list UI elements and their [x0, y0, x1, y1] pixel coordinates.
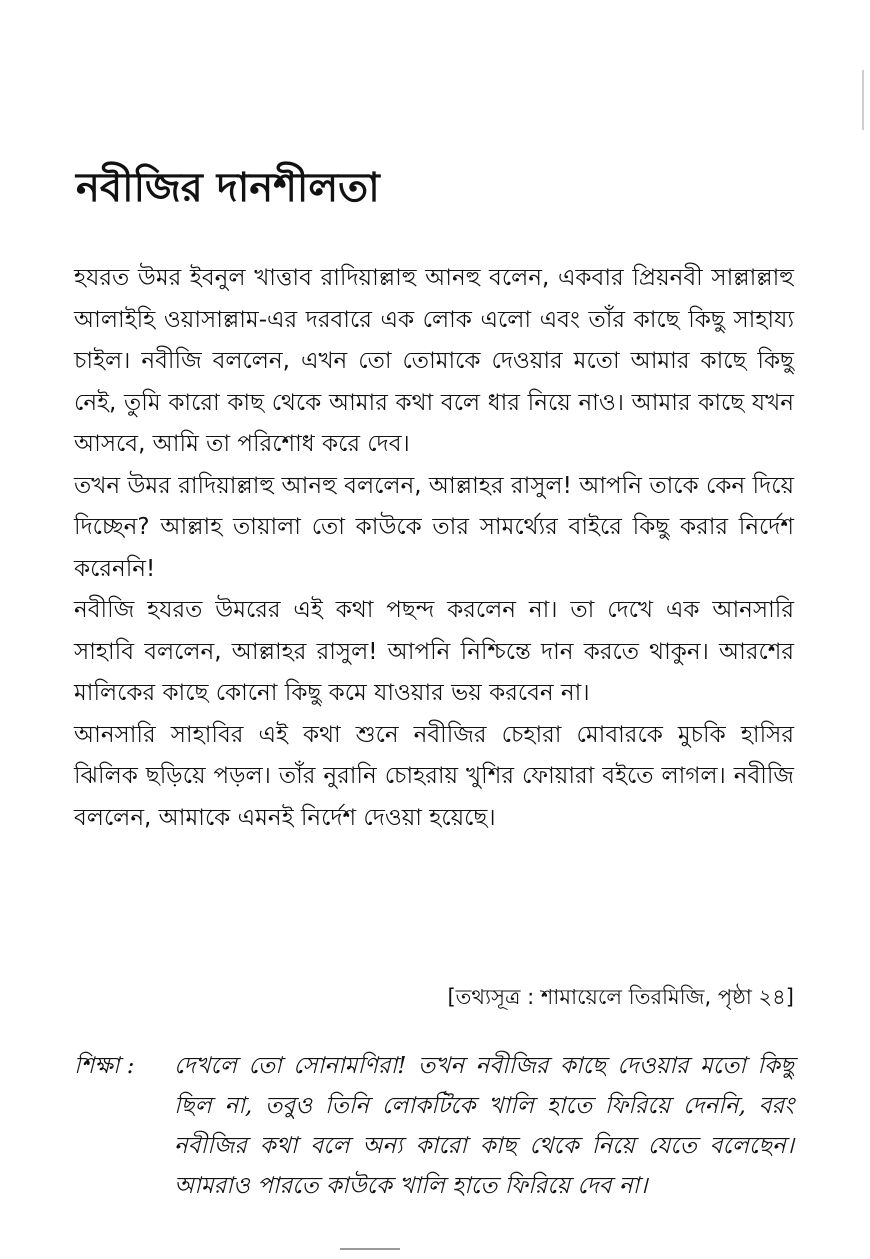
story-body [74, 258, 794, 839]
page-edge-shadow [862, 70, 864, 130]
lesson-text: দেখলে তো সোনামণিরা! তখন নবীজির কাছে দেওয়ার মতো কিছু ছিল না, তবুও তিনি লোকটিকে খালি হাতে ফিরিয়ে দেননি, বরং নবীজির কথা বলে অন্য কারো কাছ থেকে নিয়ে যেতে বলেছেন। আমরাও পারতে কাউকে খালি হাতে ফিরিয়ে দেব না। [174, 1053, 794, 1199]
lesson-block [74, 1046, 794, 1206]
story-paragraph-3: নবীজি হযরত উমরের এই কথা পছন্দ করলেন না। তা দেখে এক আনসারি সাহাবি বললেন, আল্লাহর রাসুল! আপনি নিশ্চিন্তে দান করতে থাকুন। আরশের মালিকের কাছে কোনো কিছু কমে যাওয়ার ভয় করবেন না। [74, 597, 794, 706]
lesson-label: শিক্ষা : [74, 1053, 135, 1079]
story-paragraph-4: আনসারি সাহাবির এই কথা শুনে নবীজির চেহারা মোবারকে মুচকি হাসির ঝিলিক ছড়িয়ে পড়ল। তাঁর নুরানি চোহরায় খুশির ফোয়ারা বইতে লাগল। নবীজি বললেন, আমাকে এমনই নির্দেশ দেওয়া হয়েছে। [74, 721, 794, 831]
page-footer-mark [340, 1248, 400, 1254]
chapter-title: নবীজির দানশীলতা [76, 165, 380, 211]
source-citation: [তথ্যসূত্র : শামায়েলে তিরমিজি, পৃষ্ঠা ২৪] [447, 985, 794, 1009]
story-paragraph-1: হযরত উমর ইবনুল খাত্তাব রাদিয়াল্লাহু আনহু বলেন, একবার প্রিয়নবী সাল্লাল্লাহু আলাইহি ওয়াসাল্লাম-এর দরবারে এক লোক এলো এবং তাঁর কাছে কিছু সাহায্য চাইল। নবীজি বললেন, এখন তো তোমাকে দেওয়ার মতো আমার কাছে কিছু নেই, তুমি কারো কাছ থেকে আমার কথা বলে ধার নিয়ে নাও। আমার কাছে যখন আসবে, আমি তা পরিশোধ করে দেব। [74, 265, 794, 457]
story-paragraph-2: তখন উমর রাদিয়াল্লাহু আনহু বললেন, আল্লাহর রাসুল! আপনি তাকে কেন দিয়ে দিচ্ছেন? আল্লাহ তায়ালা তো কাউকে তার সামর্থ্যের বাইরে কিছু করার নির্দেশ করেননি! [74, 472, 794, 582]
